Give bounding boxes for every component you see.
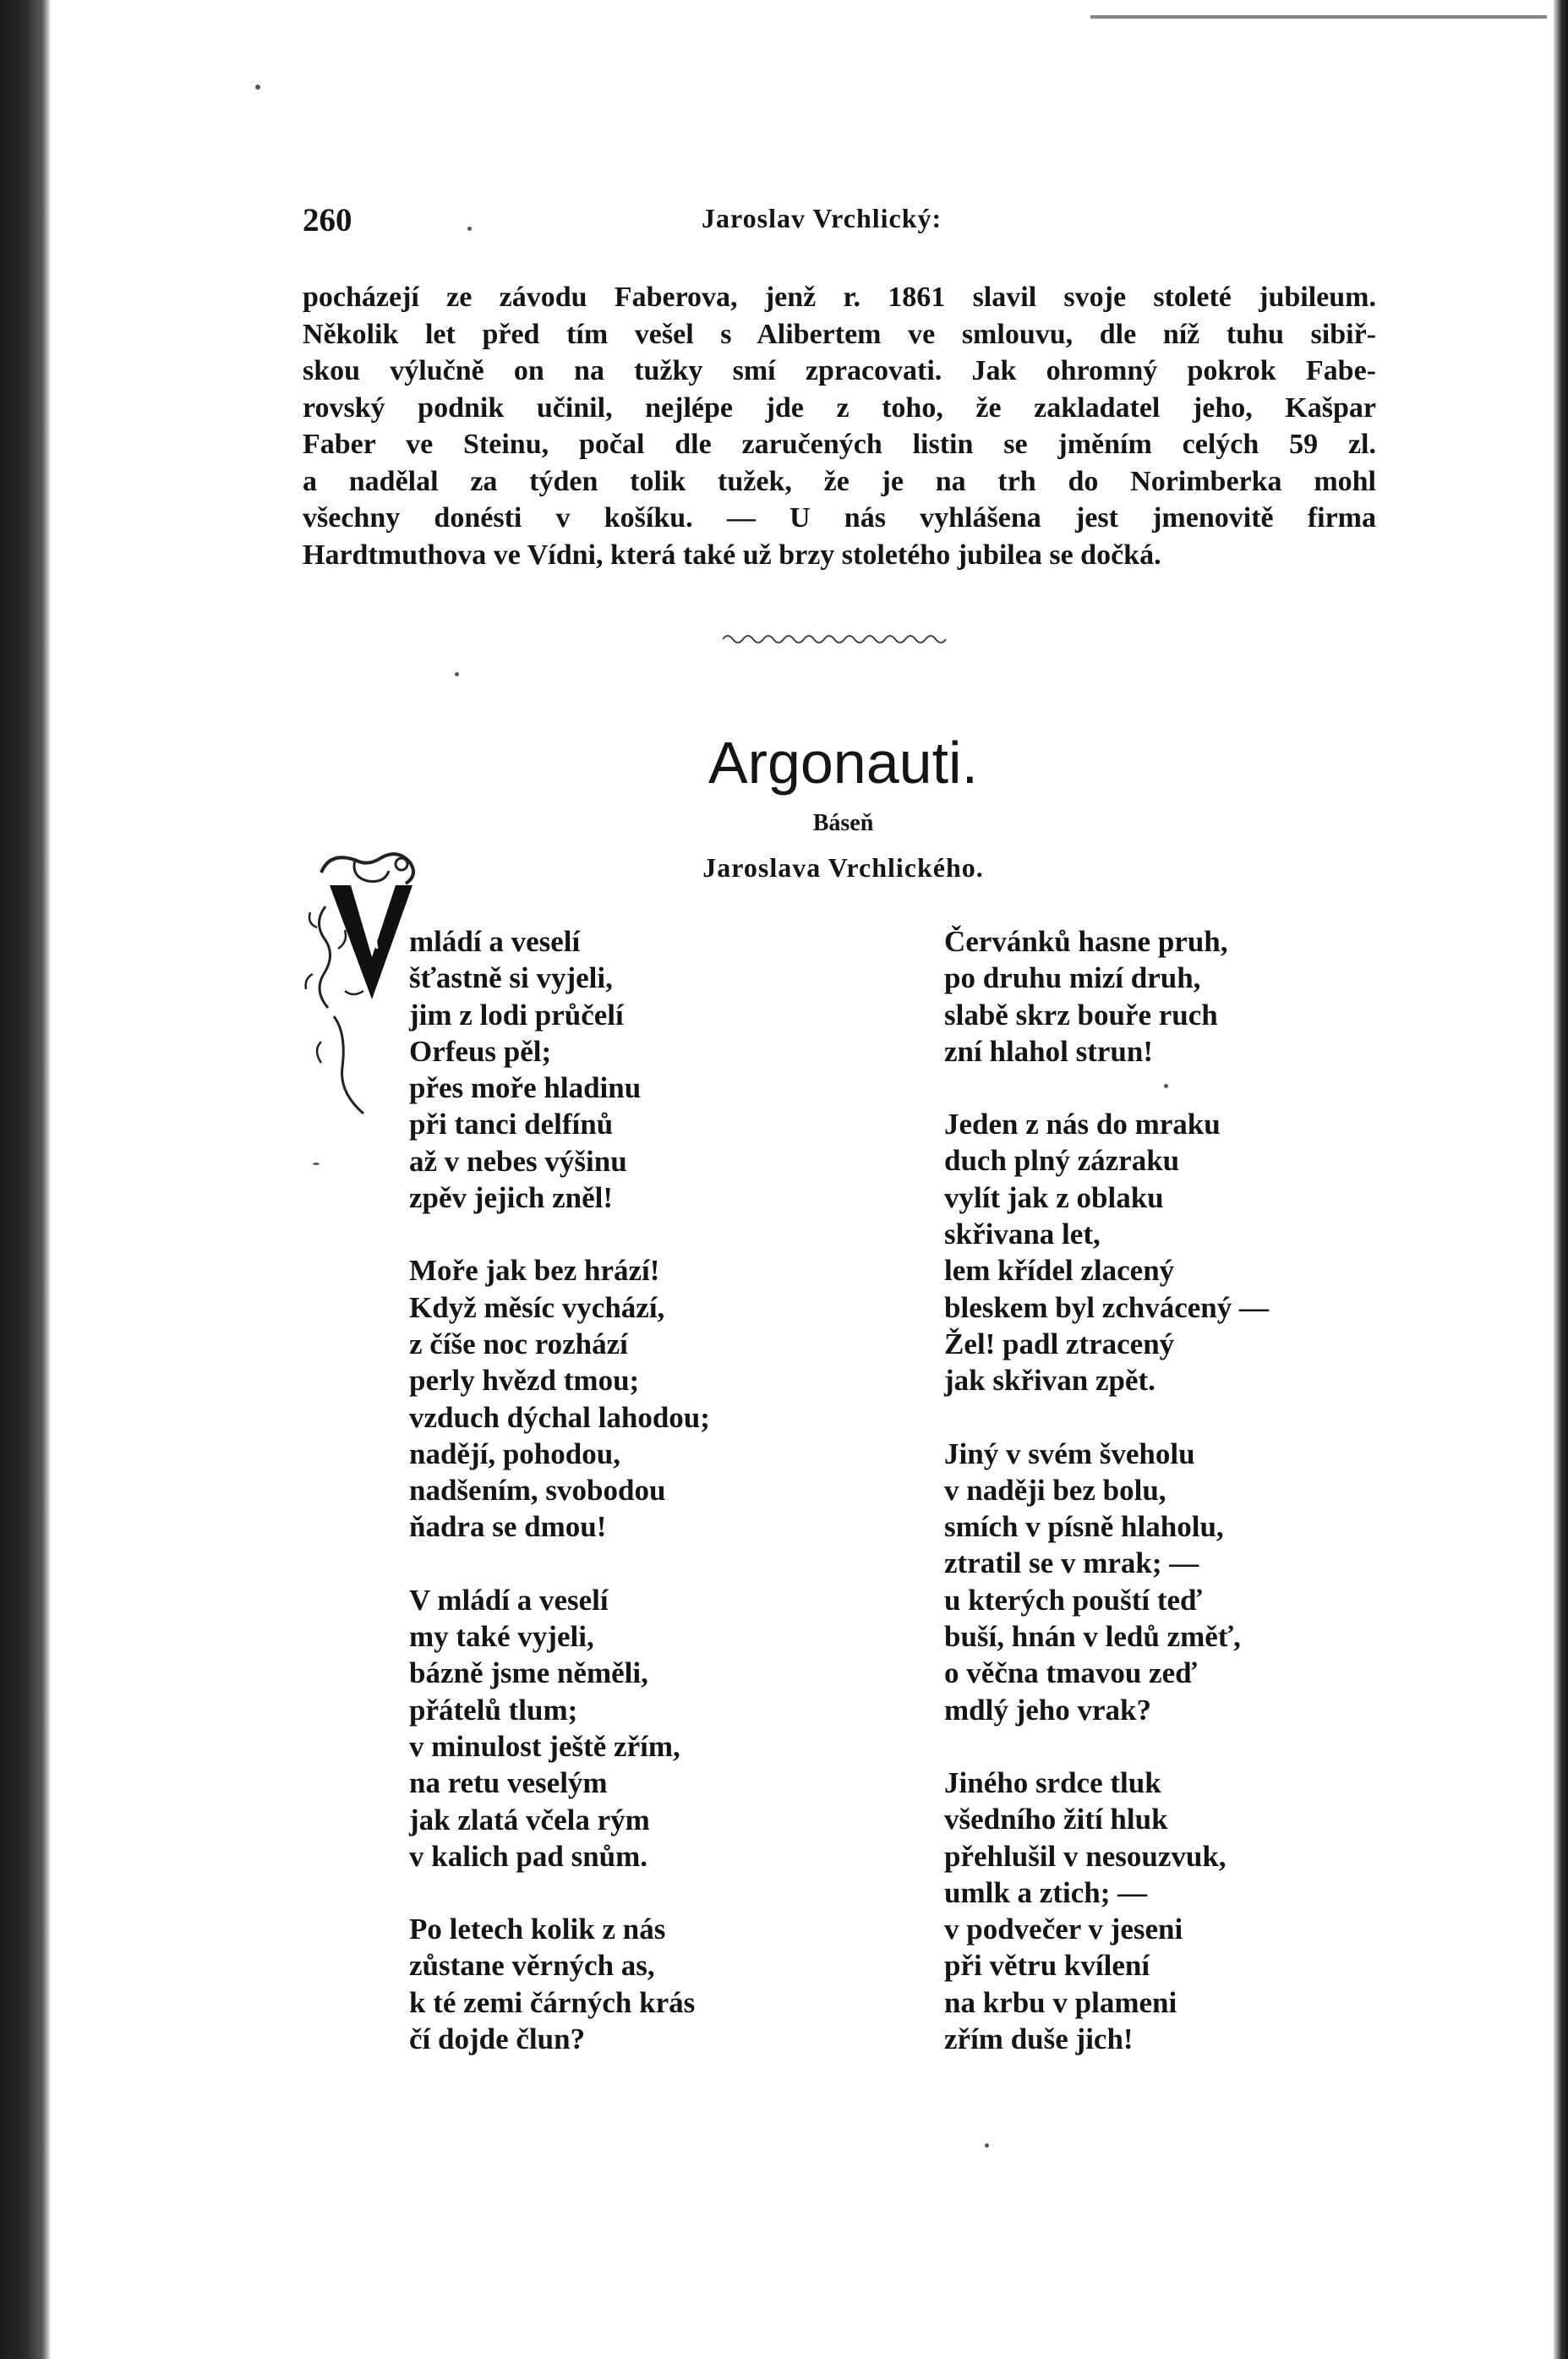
verse-line: Žel! padl ztracený [944,1327,1175,1360]
verse-line: v naději bez bolu, [944,1473,1166,1507]
verse-line: jak skřivan zpět. [944,1364,1156,1398]
prose-line: Hardtmuthova ve Vídni, která také už brzy stoletého jubilea se dočká. [303,539,1161,571]
scan-right-edge [1553,0,1568,2359]
verse-line: smích v písně hlaholu, [944,1510,1224,1544]
verse-line: všedního žití hluk [944,1803,1168,1836]
prose-line: skou výlučně on na tužky smí zpracovati. Jak ohromný pokrok Fabe- [303,355,1376,386]
verse-line: lem křídel zlacený [944,1254,1175,1288]
verse-line: Moře jak bez hrází! [409,1254,660,1288]
verse-line: Orfeus pěl; [409,1034,552,1068]
verse-line: nadějí, pohodou, [409,1437,620,1470]
verse-line: bázně jsme něměli, [409,1656,648,1690]
print-speck [313,1163,320,1165]
verse-line: jim z lodi průčelí [409,998,624,1032]
verse-line: přes moře hladinu [409,1071,642,1105]
prose-line: a nadělal za týden tolik tužek, že je na trh do Norimberka mohl [303,465,1376,497]
poem-right-column [944,923,1269,2057]
verse-line: slabě skrz bouře ruch [944,998,1218,1032]
verse-line: nadšením, svobodou [409,1474,666,1508]
verse-line: přátelů tlum; [409,1693,578,1727]
verse-line: o věčna tmavou zeď [944,1656,1197,1690]
page-number: 260 [303,202,352,238]
verse-line: u kterých pouští teď [944,1583,1202,1617]
poem-author: Jaroslava Vrchlického. [702,852,984,883]
verse-line: mládí a veselí [409,925,581,958]
verse-line: zní hlahol strun! [944,1034,1153,1068]
verse-line: V mládí a veselí [409,1583,609,1617]
verse-line: Když měsíc vychází, [409,1290,665,1324]
print-speck [255,85,260,90]
verse-line: šťastně si vyjeli, [409,961,613,995]
verse-line: z číše noc rozhází [409,1327,628,1360]
verse-line: při tanci delfínů [409,1108,614,1141]
poem-title: Argonauti. [708,730,979,796]
prose-line: Několik let před tím vešel s Alibertem ve smlouvu, dle níž tuhu sibiř- [303,318,1376,350]
scan-left-edge [0,0,51,2359]
print-speck [467,227,472,231]
prose-line: všechny donésti v košíku. — U nás vyhlášena jest jmenovitě firma [303,502,1376,534]
verse-line: perly hvězd tmou; [409,1364,640,1398]
verse-line: duch plný zázraku [944,1144,1180,1178]
verse-line: v podvečer v jeseni [944,1913,1183,1946]
verse-line: skřivana let, [944,1218,1101,1251]
prose-line: pocházejí ze závodu Faberova, jenž r. 1861 slavil svoje stoleté jubileum. [303,282,1376,313]
running-title: Jaroslav Vrchlický: [702,203,942,233]
prose-line: rovský podnik učinil, nejlépe jde z toho, že zakladatel jeho, Kašpar [303,391,1376,424]
print-speck [455,672,459,676]
verse-line: Jiný v svém šveholu [944,1437,1195,1470]
verse-line: umlk a ztich; — [944,1875,1148,1909]
verse-line: ňadra se dmou! [409,1510,607,1544]
verse-line: po druhu mizí druh, [944,961,1201,995]
verse-line: Červánků hasne pruh, [944,925,1228,958]
verse-line: v minulost ještě zřím, [409,1729,680,1763]
wavy-divider-ornament [723,624,951,649]
verse-line: čí dojde člun? [409,2022,586,2056]
verse-line: vylít jak z oblaku [944,1180,1164,1214]
verse-line: Po letech kolik z nás [409,1913,666,1946]
verse-line: vzduch dýchal lahodou; [409,1400,710,1434]
poem-subtitle: Báseň [812,810,874,836]
verse-line: bleskem byl zchvácený — [944,1290,1270,1324]
verse-line: ztratil se v mrak; — [944,1546,1199,1580]
verse-line: k té zemi čárných krás [409,1985,696,2019]
verse-line: na krbu v plameni [944,1985,1177,2019]
print-speck [985,2143,989,2148]
verse-line: na retu veselým [409,1766,608,1800]
prose-line: Faber ve Steinu, počal dle zaručených listin se jměním celých 59 zl. [303,429,1376,460]
verse-line: Jiného srdce tluk [944,1765,1161,1799]
verse-line: zůstane věrných as, [409,1949,655,1983]
verse-line: v kalich pad snům. [409,1839,648,1873]
verse-line: jak zlatá včela rým [409,1803,650,1836]
verse-line: zřím duše jich! [944,2022,1134,2056]
verse-line: při větru kvílení [944,1949,1150,1983]
prose-paragraph [303,279,1376,573]
verse-line: mdlý jeho vrak? [944,1693,1151,1727]
verse-line: přehlušil v nesouzvuk, [944,1839,1227,1873]
verse-line: buší, hnán v ledů změť, [944,1620,1241,1654]
verse-line: až v nebes výšinu [409,1144,627,1178]
verse-line: zpěv jejich zněl! [409,1181,614,1215]
print-speck [1164,1084,1168,1088]
poem-left-column [409,923,710,2057]
verse-line: my také vyjeli, [409,1620,594,1654]
scan-top-mark [1090,15,1547,19]
verse-line: Jeden z nás do mraku [944,1108,1221,1141]
